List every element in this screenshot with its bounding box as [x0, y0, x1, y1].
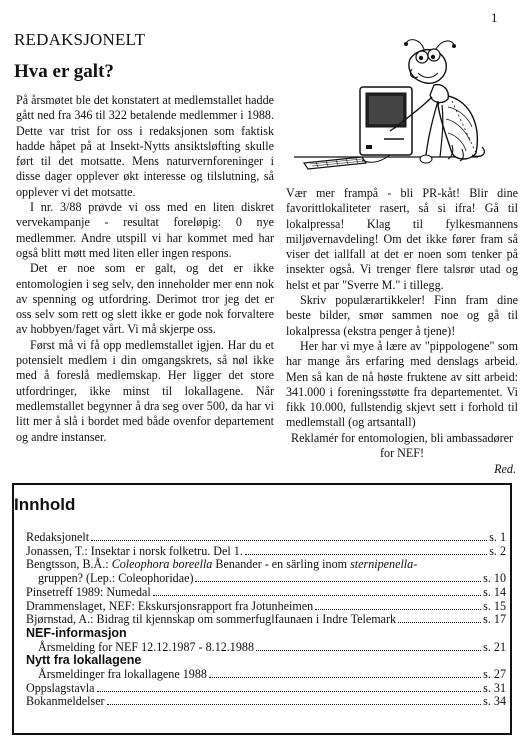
page-number: 1: [491, 10, 498, 25]
toc-entry[interactable]: [26, 531, 506, 545]
toc-entry-title: Benander - en särling inom: [212, 557, 351, 572]
toc-entry-title: Oppslagstavla: [26, 680, 95, 695]
toc-entry[interactable]: [26, 641, 506, 655]
toc-entry[interactable]: [26, 600, 506, 614]
paragraph: Skriv populærartikkeler! Finn fram dine beste bilder, smør sammen noe og gå til lokalpressa (ekstra penger å tjene)!: [286, 293, 518, 338]
toc-leader: [91, 540, 487, 541]
paragraph: Først må vi få opp medlemstallet igjen. Har du et potensielt medlem i din omgangskrets, så nøl ikke med å foreslå medlemskap. Her ligger det store utfordringer, ikke minst til lokallagene. Når medlemstallet begynner å dra seg over 500, da har vi litt mer å slå i bordet med både ovenfor departement og andre instanser.: [16, 337, 274, 444]
toc-entry-title: Bjørnstad, A.: Bidrag til kjennskap om sommerfuglfaunaen i Indre Telemark: [26, 612, 397, 627]
editorial-left-column: [16, 93, 274, 445]
paragraph: På årsmøtet ble det konstatert at medlemstallet hadde gått ned fra 346 til 322 betalende medlemmer i 1988. Dette var trist for oss i redaksjonen som faktisk hadde håpet på at Insekt-Nytts ansiktsløfting skulle ført til det motsatte. Mens naturvernforeninger i disse dager opplever økt interesse og tilslutning, så opplever vi det motsatte.: [16, 93, 274, 199]
toc-entry-page: s. 14: [483, 584, 506, 599]
toc-entry-page: s. 2: [489, 543, 506, 558]
toc-entry-page: s. 17: [483, 612, 506, 627]
toc-leader: [107, 704, 482, 705]
toc-entry-page: s. 27: [483, 667, 506, 682]
insect-computer-illustration: [292, 35, 494, 175]
toc-entry[interactable]: [26, 558, 506, 585]
paragraph: I nr. 3/88 prøvde vi oss med en liten diskret vervekampanje - resultat foreløpig: 0 nye medlemmer. Andre utspill vi har kommet med har også blitt møtt med liten eller ingen respons.: [16, 200, 274, 260]
headline: Hva er galt?: [14, 61, 114, 82]
toc-leader: [398, 622, 481, 623]
toc-leader: [209, 677, 481, 678]
toc-title: Innhold: [14, 495, 76, 514]
toc-entry-title: Jonassen, T.: Insektar i norsk folketru. Del 1.: [26, 543, 243, 558]
toc-entry-title: Bokanmeldelser: [26, 694, 105, 709]
toc-entry-title: Årsmelding for NEF 12.12.1987 - 8.12.1988: [38, 639, 254, 654]
toc-entry[interactable]: [26, 613, 506, 627]
toc-entry[interactable]: [26, 695, 506, 709]
toc-entry[interactable]: [26, 545, 506, 559]
toc-section-heading: Nytt fra lokallagene: [26, 653, 142, 668]
toc-entry-title: Redaksjonelt: [26, 530, 90, 544]
section-title: REDAKSJONELT: [14, 30, 146, 49]
toc-entry-title: Årsmeldinger fra lokallagene 1988: [38, 667, 207, 682]
paragraph: Her har vi mye å lære av "pippologene" som har mange års erfaring med denslags arbeid. Men så kan de nå høste fruktene av sitt arbeid: 341.000 i foreningsstøtte fra departementet. Vi fikk 10.000, fullstendig skjevt sett i forhold til medlemstall (og artsantall): [286, 338, 518, 430]
toc-leader: [245, 554, 487, 555]
toc-entry[interactable]: [26, 682, 506, 696]
toc-entry-page: s. 31: [483, 680, 506, 695]
editorial-right-column: [286, 186, 518, 478]
signature: Red.: [494, 462, 516, 477]
toc-entry-page: s. 1: [489, 530, 506, 544]
toc-entry-page: s. 21: [483, 639, 506, 654]
toc-entry-title: gruppen? (Lep.: Coleophoridae): [38, 571, 194, 586]
toc-entry-page: s. 34: [483, 694, 506, 709]
paragraph: Det er noe som er galt, og det er ikke entomologien i seg selv, den inneholder mer enn nok av spenning og utfordring. Derimot tror jeg det er oss selv som rett og slett ikke er gode nok forvaltere av hobbyen/faget vårt. Vi må skjerpe oss.: [16, 261, 274, 337]
toc-leader: [97, 691, 482, 692]
toc-leader: [315, 609, 481, 610]
paragraph: Reklamér for entomologien, bli ambassadører for NEF!: [291, 430, 513, 461]
toc-leader: [256, 650, 481, 651]
toc-entry-title: Drammenslaget, NEF: Ekskursjonsrapport fra Jotunheimen: [26, 598, 314, 613]
toc-entry-title: Bengtsson, B.Å.:: [26, 557, 112, 572]
toc-entry[interactable]: [26, 586, 506, 600]
toc-entry-species: Coleophora boreella: [111, 557, 213, 572]
toc-entry-page: s. 15: [483, 598, 506, 613]
toc-section-heading: NEF-informasjon: [26, 625, 127, 640]
toc-entry[interactable]: [26, 668, 506, 682]
paragraph: Vær mer frampå - bli PR-kåt! Blir dine favorittlokaliteter rasert, så si ifra! Gå til lokalpressa! Klag til fylkesmannens miljøvernavdeling! Om det ikke fører fram så viser det iallfall at det er noen som tenker på insekter også. Vi trenger flere talsrør utad og helst et par "Sverre M." i tillegg.: [286, 186, 518, 292]
toc-entry-page: s. 10: [483, 571, 506, 586]
toc-leader: [195, 581, 481, 582]
toc-list: [26, 531, 506, 709]
toc-entry-title: Pinsetreff 1989: Numedal: [26, 584, 151, 599]
toc-entry-species: sternipenella-: [350, 557, 418, 572]
toc-leader: [153, 595, 481, 596]
